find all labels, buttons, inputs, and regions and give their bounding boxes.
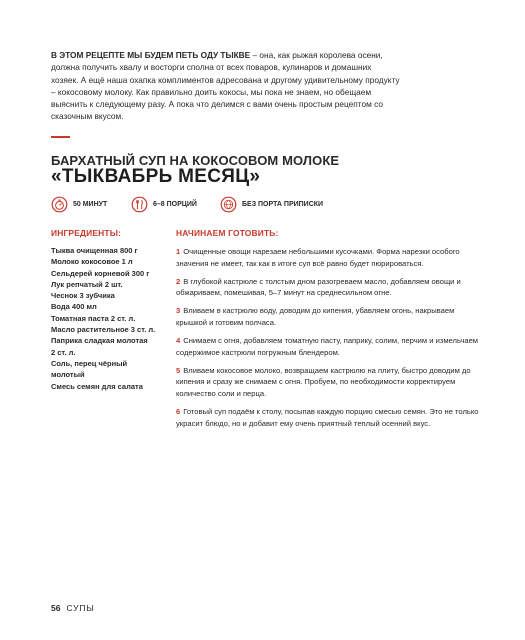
step-text: Снимаем с огня, добавляем томатную пасту, паприку, солим, перчим и измельчаем содержимое кастрюли погружным блендером. bbox=[176, 336, 479, 357]
step-6 bbox=[176, 406, 480, 429]
step-text: В глубокой кастрюле с толстым дном разогреваем масло, добавляем овощи и обжариваем, помешивая, 5–7 минут на среднесильном огне. bbox=[176, 276, 461, 298]
step-text: Вливаем кокосовое молоко, возвращаем кастрюлю на плиту, быстро доводим до кипения и сразу же снимаем с огня. Пробуем, по необходимости корректируем количество соли и перца. bbox=[176, 365, 471, 398]
page-number: 56 bbox=[51, 603, 61, 613]
meta-origin bbox=[220, 196, 323, 213]
section-name: СУПЫ bbox=[66, 603, 95, 613]
ingredient-item: Масло растительное 3 ст. л. bbox=[51, 325, 156, 335]
ingredient-item: Лук репчатый 2 шт. bbox=[51, 279, 123, 289]
ingredient-item: Смесь семян для салата bbox=[51, 381, 143, 391]
step-number: 2 bbox=[176, 276, 181, 286]
steps-list bbox=[176, 246, 480, 436]
ingredient-item: Вода 400 мл bbox=[51, 302, 97, 312]
ingredient-item: Сельдерей корневой 300 г bbox=[51, 268, 150, 278]
step-5 bbox=[176, 365, 480, 400]
globe-icon bbox=[220, 196, 237, 213]
ingredient-item: Соль, перец чёрный bbox=[51, 358, 128, 368]
ingredient-item: Томатная паста 2 ст. л. bbox=[51, 313, 136, 323]
ingredient-item: Чеснок 3 зубчика bbox=[51, 291, 115, 301]
step-number: 4 bbox=[176, 336, 181, 346]
ingredient-item: молотый bbox=[51, 370, 85, 380]
meta-portions bbox=[131, 196, 197, 213]
step-1 bbox=[176, 246, 480, 269]
ingredient-item: Паприка сладкая молотая bbox=[51, 336, 148, 346]
intro-paragraph bbox=[51, 49, 401, 123]
stopwatch-icon bbox=[51, 196, 68, 213]
recipe-title: «ТЫКВАБРЬ МЕСЯЦ» bbox=[51, 166, 261, 187]
meta-origin-label: БЕЗ ПОРТА ПРИПИСКИ bbox=[242, 201, 324, 208]
step-text: Вливаем в кастрюлю воду, доводим до кипения, убавляем огонь, накрываем крышкой и готовим полчаса. bbox=[176, 306, 455, 327]
steps-heading: НАЧИНАЕМ ГОТОВИТЬ: bbox=[176, 228, 279, 238]
intro-lead: В ЭТОМ РЕЦЕПТЕ МЫ БУДЕМ ПЕТЬ ОДУ ТЫКВЕ bbox=[51, 50, 251, 60]
fork-knife-icon bbox=[131, 196, 148, 213]
page-footer bbox=[51, 603, 95, 613]
ingredient-item: 2 ст. л. bbox=[51, 347, 76, 357]
step-number: 3 bbox=[176, 306, 181, 316]
step-2 bbox=[176, 276, 480, 299]
ingredients-heading: ИНГРЕДИЕНТЫ: bbox=[51, 228, 122, 238]
step-number: 6 bbox=[176, 407, 181, 417]
step-text: Готовый суп подаём к столу, посыпав каждую порцию смесью семян. Это не только украсит блюдо, но и добавит ему очень приятный теплый осенний вкус. bbox=[176, 407, 479, 428]
step-3 bbox=[176, 305, 480, 328]
step-4 bbox=[176, 335, 480, 358]
intro-body: – она, как рыжая королева осени, должна получить хвалу и восторги сполна от всех поваров, кулинаров и домашних хозяек. А ещё наша охапка комплиментов адресована и другому удивительному продукту – кокосовому молоку. Как правильно доить кокосы, мы пока не знаем, но обещаем выяснить к следующему разу. А пока что делимся с вами очень простым рецептом со сказочным вкусом. bbox=[51, 50, 400, 122]
step-text: Очищенные овощи нарезаем небольшими кусочками. Форма нарезки особого значения не имеет, так как в итоге суп всё равно будет пюрироваться. bbox=[176, 247, 460, 268]
step-number: 5 bbox=[176, 365, 181, 375]
meta-portions-label: 6–8 ПОРЦИЙ bbox=[153, 201, 197, 208]
accent-divider bbox=[51, 136, 70, 138]
ingredient-item: Молоко кокосовое 1 л bbox=[51, 257, 133, 267]
recipe-subtitle: БАРХАТНЫЙ СУП НА КОКОСОВОМ МОЛОКЕ bbox=[51, 153, 340, 168]
meta-time bbox=[51, 196, 107, 213]
meta-time-label: 50 МИНУТ bbox=[73, 201, 108, 208]
ingredient-item: Тыква очищенная 800 г bbox=[51, 246, 138, 255]
step-number: 1 bbox=[176, 247, 181, 256]
ingredients-list bbox=[51, 245, 163, 392]
